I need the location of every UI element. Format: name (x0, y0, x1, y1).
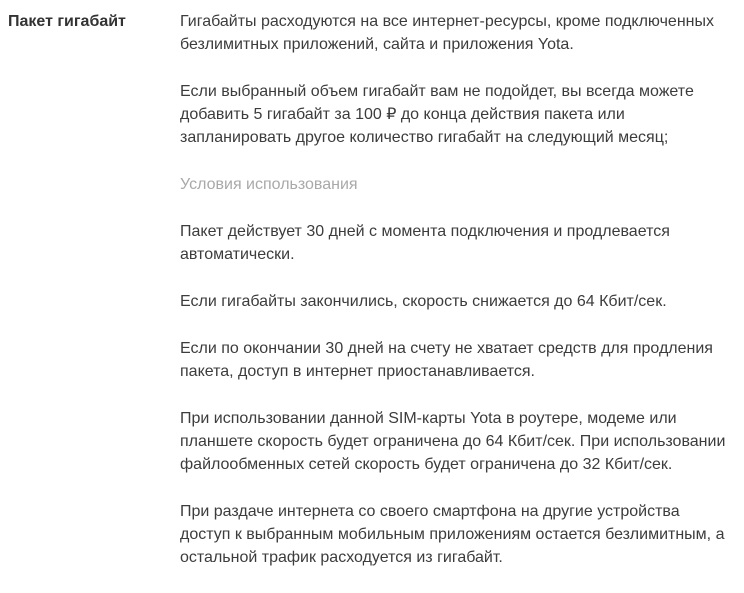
section-title: Пакет гигабайт (8, 13, 126, 30)
paragraph-package-duration: Пакет действует 30 дней с момента подключения и продлевается автоматически. (180, 223, 670, 263)
paragraph-insufficient-funds: Если по окончании 30 дней на счету не хватает средств для продления пакета, доступ в интернет приостанавливается. (180, 340, 713, 380)
paragraph-speed-reduction: Если гигабайты закончились, скорость снижается до 64 Кбит/сек. (180, 293, 667, 310)
paragraph-tethering: При раздаче интернета со своего смартфона на другие устройства доступ к выбранным мобильным приложениям остается безлимитным, а остальной трафик расходуется из гигабайт. (180, 503, 725, 566)
section-label-column (8, 10, 180, 33)
paragraph-sim-in-router-limits: При использовании данной SIM-карты Yota в роутере, модеме или планшете скорость будет ограничена до 64 Кбит/сек. При использовании файлообменных сетей скорость будет ограничена до 32 Кбит/сек. (180, 410, 726, 473)
paragraph-add-gigabytes: Если выбранный объем гигабайт вам не подойдет, вы всегда можете добавить 5 гигабайт за 100 ₽ до конца действия пакета или запланировать другое количество гигабайт на следующий месяц; (180, 83, 694, 146)
conditions-subheading: Условия использования (180, 176, 358, 193)
paragraph-gigabytes-usage: Гигабайты расходуются на все интернет-ресурсы, кроме подключенных безлимитных приложений, сайта и приложения Yota. (180, 13, 714, 53)
section-content-column (180, 10, 728, 593)
